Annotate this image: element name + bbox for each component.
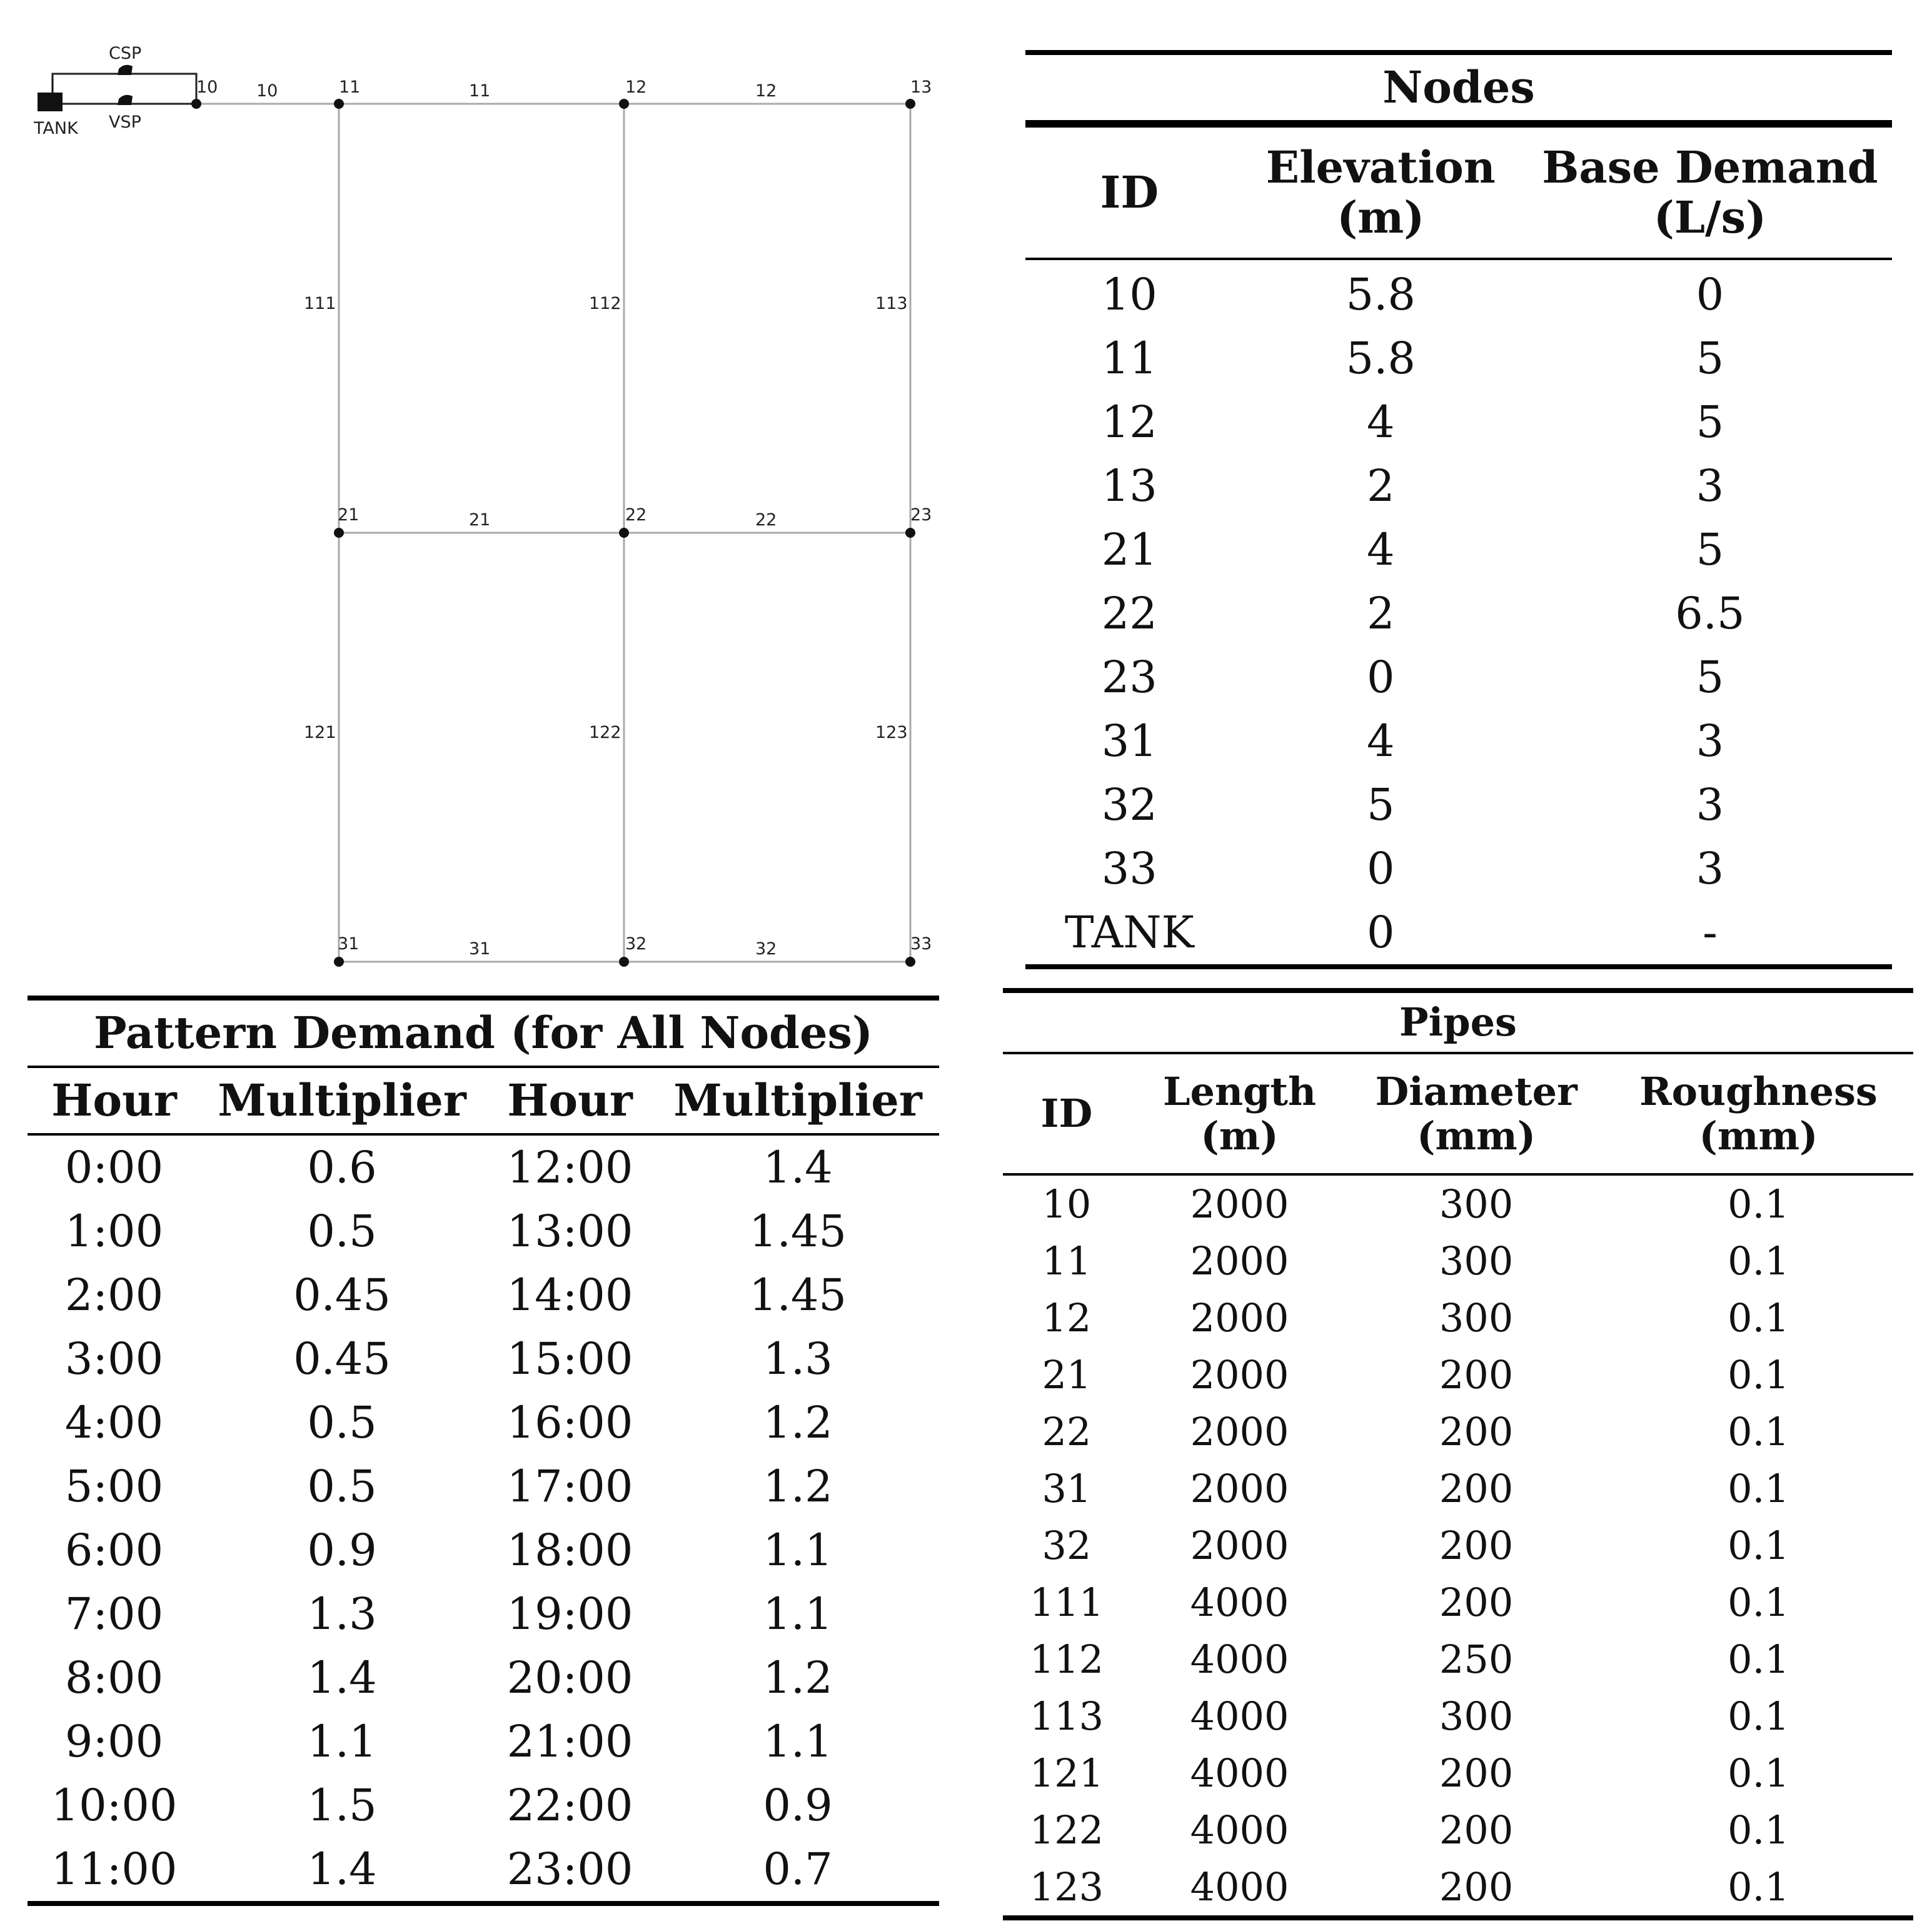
table-cell: 12:00 [506, 1141, 633, 1193]
pump-vsp-icon [118, 95, 133, 105]
pattern-row [28, 1134, 939, 1199]
table-cell: 0.1 [1728, 1636, 1789, 1682]
table-cell: 2000 [1190, 1238, 1289, 1284]
table-cell: 4000 [1190, 1579, 1289, 1625]
table-cell: 0.1 [1728, 1351, 1789, 1398]
table-cell: 2 [1366, 587, 1395, 639]
table-cell: 200 [1439, 1579, 1514, 1625]
pipe-label-31: 31 [469, 939, 491, 959]
table-cell: 250 [1439, 1636, 1514, 1682]
table-cell: 3:00 [64, 1333, 164, 1384]
node-row [1025, 773, 1892, 837]
table-cell: 16:00 [506, 1396, 633, 1448]
table-cell: 1.45 [749, 1205, 847, 1257]
table-cell: 11 [1101, 332, 1157, 384]
table-cell: 5:00 [64, 1460, 164, 1512]
table-cell: 10 [1101, 268, 1157, 320]
table-cell: 3 [1696, 779, 1724, 830]
table-cell: 12 [1101, 396, 1157, 448]
node-row [1025, 390, 1892, 454]
table-cell: 200 [1439, 1750, 1514, 1796]
node-label-12: 12 [625, 78, 647, 97]
table-cell: 0.1 [1728, 1465, 1789, 1511]
node-row [1025, 645, 1892, 709]
junction-13 [905, 99, 915, 109]
pipes-table-body [1003, 1174, 1913, 1918]
pattern-row [28, 1327, 939, 1391]
pipe-row [1003, 1802, 1913, 1858]
table-cell: 122 [1029, 1807, 1104, 1853]
nodes-table-title: Nodes [1025, 50, 1892, 123]
table-cell: 200 [1439, 1863, 1514, 1910]
node-row [1025, 454, 1892, 518]
junction-22 [619, 528, 629, 538]
table-cell: 18:00 [506, 1524, 633, 1576]
nodes-table-body [1025, 259, 1892, 967]
table-cell: 200 [1439, 1522, 1514, 1568]
table-cell: 0 [1696, 268, 1724, 320]
table-cell: 5 [1696, 651, 1724, 703]
table-cell: 22 [1101, 587, 1157, 639]
table-cell: 300 [1439, 1181, 1514, 1227]
pipe-row [1003, 1745, 1913, 1802]
pipe-label-11: 11 [469, 81, 491, 101]
table-cell: 0.1 [1728, 1693, 1789, 1739]
table-cell: 20:00 [506, 1651, 633, 1703]
junction-12 [619, 99, 629, 109]
table-cell: 0.7 [763, 1843, 833, 1895]
table-cell: 13:00 [506, 1205, 633, 1257]
pipes-col-length: Length (m) [1130, 1054, 1349, 1174]
pipes-col-roughness: Roughness (mm) [1604, 1054, 1913, 1174]
table-cell: 33 [1101, 842, 1157, 894]
pattern-col-hour-1: Hour [28, 1068, 201, 1134]
node-label-31: 31 [338, 934, 360, 954]
table-cell: 1.1 [763, 1715, 833, 1767]
table-cell: 1.45 [749, 1269, 847, 1321]
table-cell: 0.1 [1728, 1522, 1789, 1568]
pattern-row [28, 1391, 939, 1455]
pattern-row [28, 1773, 939, 1837]
table-cell: 0.45 [293, 1333, 391, 1384]
pump-csp-icon [118, 65, 133, 75]
table-cell: 2000 [1190, 1465, 1289, 1511]
pattern-row [28, 1518, 939, 1582]
table-cell: 300 [1439, 1238, 1514, 1284]
table-cell: 300 [1439, 1294, 1514, 1341]
table-cell: 4000 [1190, 1863, 1289, 1910]
table-cell: 5 [1696, 523, 1724, 575]
pattern-row [28, 1263, 939, 1327]
pipe-label-121: 121 [304, 723, 336, 742]
table-cell: 4 [1366, 715, 1395, 767]
pipe-row [1003, 1403, 1913, 1460]
table-cell: 0.5 [307, 1205, 377, 1257]
pattern-col-hour-2: Hour [483, 1068, 657, 1134]
table-cell: 0.1 [1728, 1238, 1789, 1284]
table-cell: 1.1 [763, 1524, 833, 1576]
table-cell: 112 [1029, 1636, 1104, 1682]
pattern-row [28, 1837, 939, 1903]
table-cell: 200 [1439, 1807, 1514, 1853]
nodes-table-header-row [1025, 125, 1892, 259]
node-label-32: 32 [625, 934, 647, 954]
table-cell: 4000 [1190, 1693, 1289, 1739]
node-row [1025, 837, 1892, 900]
pattern-row [28, 1455, 939, 1518]
node-label-10: 10 [196, 78, 218, 97]
pattern-row [28, 1582, 939, 1646]
table-cell: 31 [1042, 1465, 1092, 1511]
node-row [1025, 259, 1892, 326]
nodes-col-base-demand: Base Demand (L/s) [1528, 125, 1892, 259]
table-cell: 300 [1439, 1693, 1514, 1739]
table-cell: 1.4 [307, 1651, 377, 1703]
table-cell: - [1703, 906, 1718, 958]
table-cell: 4000 [1190, 1807, 1289, 1853]
node-label-11: 11 [339, 78, 361, 97]
table-cell: 10:00 [51, 1779, 178, 1831]
pipes-table-header-row [1003, 1054, 1913, 1174]
table-cell: 6.5 [1675, 587, 1745, 639]
pipe-label-113: 113 [875, 294, 908, 313]
table-cell: 21 [1101, 523, 1157, 575]
table-cell: 10 [1042, 1181, 1092, 1227]
pump-vsp-label: VSP [109, 113, 141, 132]
node-label-23: 23 [910, 505, 932, 525]
pipe-label-122: 122 [589, 723, 621, 742]
table-cell: 1.2 [763, 1460, 833, 1512]
table-cell: 1.1 [307, 1715, 377, 1767]
table-cell: 21:00 [506, 1715, 633, 1767]
table-cell: 1.4 [307, 1843, 377, 1895]
pipe-label-21: 21 [469, 510, 491, 530]
table-cell: 12 [1042, 1294, 1092, 1341]
pipe-label-112: 112 [589, 294, 621, 313]
pipe-label-111: 111 [304, 294, 336, 313]
table-cell: 0 [1366, 842, 1395, 894]
table-cell: 4:00 [64, 1396, 164, 1448]
table-cell: 1.5 [307, 1779, 377, 1831]
pattern-col-multiplier-1: Multiplier [201, 1068, 483, 1134]
table-cell: 11:00 [51, 1843, 178, 1895]
table-cell: 2:00 [64, 1269, 164, 1321]
table-cell: 6:00 [64, 1524, 164, 1576]
table-cell: 2000 [1190, 1408, 1289, 1455]
table-cell: 21 [1042, 1351, 1092, 1398]
table-cell: 0 [1366, 651, 1395, 703]
pipe-label-32: 32 [755, 939, 777, 959]
table-cell: 5 [1696, 332, 1724, 384]
pipe-row [1003, 1346, 1913, 1403]
pipe-label-12: 12 [755, 81, 777, 101]
pipe-row [1003, 1460, 1913, 1517]
nodes-table [1025, 50, 1892, 969]
table-cell: 32 [1042, 1522, 1092, 1568]
nodes-col-id: ID [1025, 125, 1234, 259]
tank-label: TANK [34, 119, 78, 138]
table-cell: 1.3 [763, 1333, 833, 1384]
table-cell: 0.1 [1728, 1579, 1789, 1625]
junction-11 [334, 99, 344, 109]
table-cell: 7:00 [64, 1588, 164, 1640]
table-cell: 23:00 [506, 1843, 633, 1895]
tank-icon [38, 93, 63, 111]
pipes-table-title: Pipes [1003, 988, 1913, 1054]
pattern-row [28, 1646, 939, 1710]
node-row [1025, 518, 1892, 582]
pipe-row [1003, 1289, 1913, 1346]
table-cell: 1.1 [763, 1588, 833, 1640]
table-cell: 9:00 [64, 1715, 164, 1767]
table-cell: 5 [1696, 396, 1724, 448]
table-cell: 13 [1101, 460, 1157, 512]
node-label-21: 21 [338, 505, 360, 525]
table-cell: 2000 [1190, 1294, 1289, 1341]
node-label-22: 22 [625, 505, 647, 525]
table-cell: 0.1 [1728, 1807, 1789, 1853]
table-cell: 14:00 [506, 1269, 633, 1321]
pipe-row [1003, 1233, 1913, 1289]
table-cell: 32 [1101, 779, 1157, 830]
pump-csp-label: CSP [109, 44, 142, 63]
table-cell: 4000 [1190, 1750, 1289, 1796]
table-cell: 3 [1696, 715, 1724, 767]
node-label-33: 33 [910, 934, 932, 954]
table-cell: 5.8 [1346, 332, 1416, 384]
pattern-row [28, 1199, 939, 1263]
node-row [1025, 326, 1892, 390]
node-row [1025, 582, 1892, 645]
pattern-table-body [28, 1134, 939, 1903]
pipe-row [1003, 1631, 1913, 1688]
table-cell: 113 [1029, 1693, 1104, 1739]
node-row [1025, 900, 1892, 967]
table-cell: 1.4 [763, 1141, 833, 1193]
pipes-col-id: ID [1003, 1054, 1130, 1174]
junction-10 [191, 99, 201, 109]
table-cell: 200 [1439, 1351, 1514, 1398]
table-cell: 23 [1101, 651, 1157, 703]
table-cell: 3 [1696, 842, 1724, 894]
table-cell: 15:00 [506, 1333, 633, 1384]
table-cell: 4 [1366, 396, 1395, 448]
table-cell: 19:00 [506, 1588, 633, 1640]
table-cell: 8:00 [64, 1651, 164, 1703]
junction-21 [334, 528, 344, 538]
pipe-row [1003, 1517, 1913, 1574]
node-label-13: 13 [910, 78, 932, 97]
node-row [1025, 709, 1892, 773]
pipes-table [1003, 988, 1913, 1920]
table-cell: 11 [1042, 1238, 1092, 1284]
table-cell: 0.5 [307, 1460, 377, 1512]
table-cell: 0.1 [1728, 1408, 1789, 1455]
pattern-table-header-row [28, 1068, 939, 1134]
table-cell: 22:00 [506, 1779, 633, 1831]
table-cell: 121 [1029, 1750, 1104, 1796]
table-cell: 0:00 [64, 1141, 164, 1193]
junction-32 [619, 957, 629, 967]
table-cell: TANK [1064, 906, 1194, 958]
table-cell: 2000 [1190, 1522, 1289, 1568]
table-cell: 3 [1696, 460, 1724, 512]
table-cell: 5 [1366, 779, 1395, 830]
table-cell: 22 [1042, 1408, 1092, 1455]
table-cell: 2000 [1190, 1351, 1289, 1398]
table-cell: 1.3 [307, 1588, 377, 1640]
pattern-col-multiplier-2: Multiplier [657, 1068, 939, 1134]
table-cell: 0.9 [307, 1524, 377, 1576]
pattern-row [28, 1710, 939, 1773]
table-cell: 123 [1029, 1863, 1104, 1910]
pipe-label-22: 22 [755, 510, 777, 530]
table-cell: 17:00 [506, 1460, 633, 1512]
pipe-label-10: 10 [256, 81, 278, 101]
table-cell: 0.1 [1728, 1294, 1789, 1341]
pipe-row [1003, 1858, 1913, 1918]
table-cell: 0.6 [307, 1141, 377, 1193]
table-cell: 0.1 [1728, 1750, 1789, 1796]
pattern-demand-table [28, 996, 939, 1906]
pipes-col-diameter: Diameter (mm) [1349, 1054, 1604, 1174]
table-cell: 0.1 [1728, 1863, 1789, 1910]
table-cell: 1.2 [763, 1651, 833, 1703]
table-cell: 1.2 [763, 1396, 833, 1448]
table-cell: 0.1 [1728, 1181, 1789, 1227]
junction-31 [334, 957, 344, 967]
table-cell: 200 [1439, 1408, 1514, 1455]
table-cell: 0.9 [763, 1779, 833, 1831]
pattern-table-title: Pattern Demand (for All Nodes) [28, 996, 939, 1068]
table-cell: 1:00 [64, 1205, 164, 1257]
table-cell: 5.8 [1346, 268, 1416, 320]
table-cell: 4 [1366, 523, 1395, 575]
table-cell: 0.5 [307, 1396, 377, 1448]
pipe-row [1003, 1574, 1913, 1631]
table-cell: 2 [1366, 460, 1395, 512]
table-cell: 31 [1101, 715, 1157, 767]
junction-33 [905, 957, 915, 967]
table-cell: 0 [1366, 906, 1395, 958]
pipe-row [1003, 1174, 1913, 1233]
table-cell: 2000 [1190, 1181, 1289, 1227]
junction-23 [905, 528, 915, 538]
table-cell: 4000 [1190, 1636, 1289, 1682]
table-cell: 200 [1439, 1465, 1514, 1511]
network-diagram [0, 0, 975, 988]
pipe-row [1003, 1688, 1913, 1745]
table-cell: 0.45 [293, 1269, 391, 1321]
pipe-label-123: 123 [875, 723, 908, 742]
table-cell: 111 [1029, 1579, 1104, 1625]
nodes-col-elevation: Elevation (m) [1234, 125, 1528, 259]
